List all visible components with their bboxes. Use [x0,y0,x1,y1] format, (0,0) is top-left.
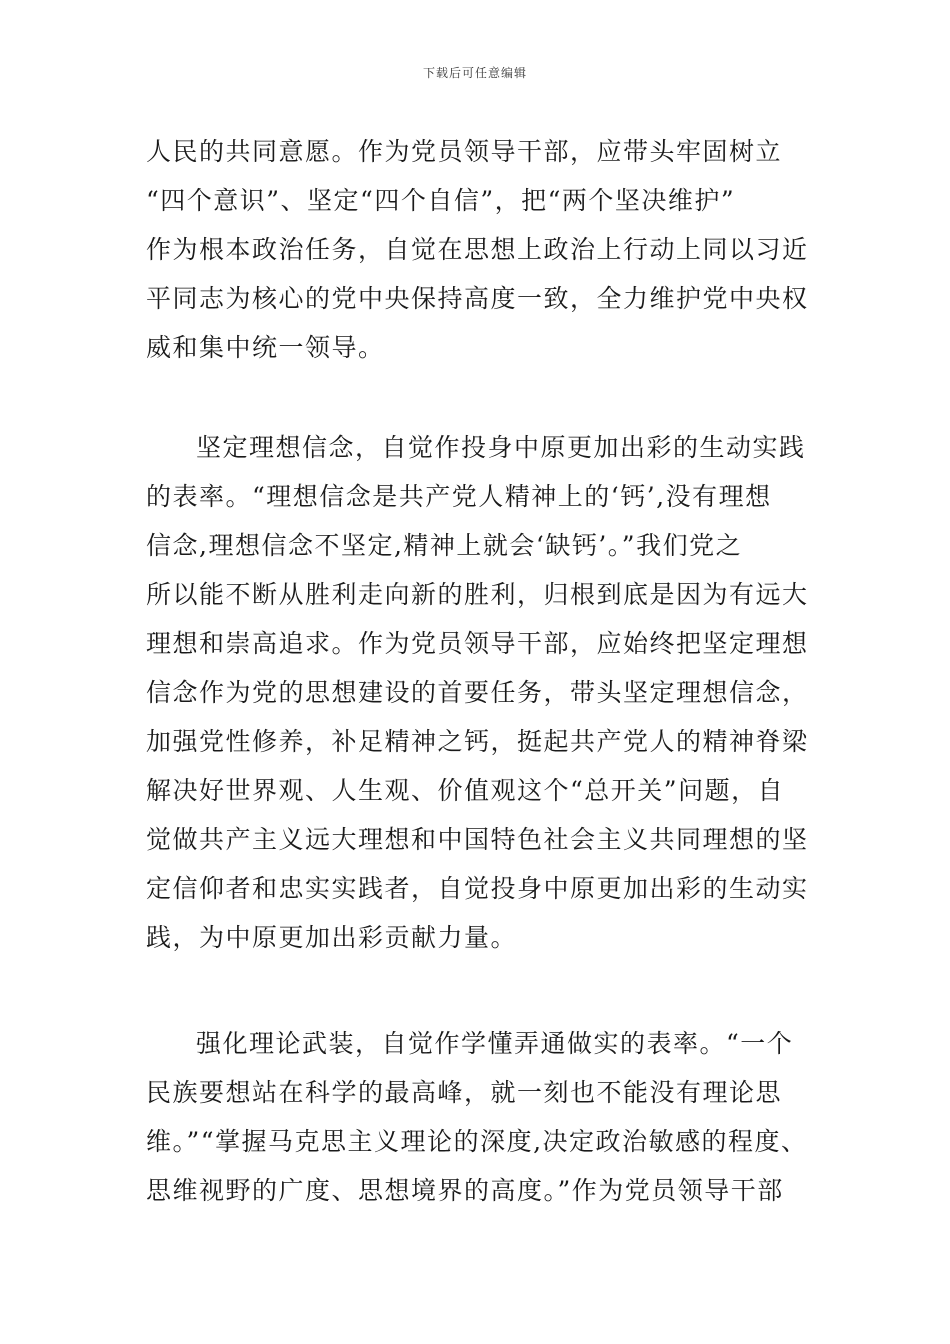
paragraph-line: 人民的共同意愿。作为党员领导干部，应带头牢固树立 [146,137,783,166]
paragraph-line: 坚定理想信念，自觉作投身中原更加出彩的生动实践 [196,433,806,462]
paragraph-line: 信念作为党的思想建设的首要任务，带头坚定理想信念， [146,678,809,707]
paragraph-line: 践，为中原更加出彩贡献力量。 [146,923,518,952]
paragraph-line: 觉做共产主义远大理想和中国特色社会主义共同理想的坚 [146,825,809,854]
paragraph-line: “四个意识”、坚定“四个自信”，把“两个坚决维护” [146,186,736,215]
paragraph-line: 威和集中统一领导。 [146,333,385,362]
paragraph-line: 信念,理想信念不坚定,精神上就会‘缺钙’。”我们党之 [146,531,743,560]
paragraph-line: 所以能不断从胜利走向新的胜利，归根到底是因为有远大 [146,580,809,609]
paragraph-line: 的表率。“理想信念是共产党人精神上的‘钙’,没有理想 [146,482,772,511]
paragraph-line: 思维视野的广度、思想境界的高度。”作为党员领导干部 [146,1176,784,1205]
paragraph-line: 定信仰者和忠实实践者，自觉投身中原更加出彩的生动实 [146,874,809,903]
paragraph-line: 作为根本政治任务，自觉在思想上政治上行动上同以习近 [146,235,809,264]
paragraph-line: 民族要想站在科学的最高峰，就一刻也不能没有理论思 [146,1078,783,1107]
paragraph-line: 加强党性修养，补足精神之钙，挺起共产党人的精神脊梁 [146,727,809,756]
page-header: 下载后可任意编辑 [422,66,527,80]
paragraph-line: 平同志为核心的党中央保持高度一致，全力维护党中央权 [146,284,809,313]
paragraph-line: 解决好世界观、人生观、价值观这个“总开关”问题，自 [146,776,785,805]
paragraph-line: 理想和崇高追求。作为党员领导干部，应始终把坚定理想 [146,629,809,658]
paragraph-line: 强化理论武装，自觉作学懂弄通做实的表率。“一个 [196,1029,794,1058]
paragraph-line: 维。”“掌握马克思主义理论的深度,决定政治敏感的程度、 [146,1127,808,1156]
